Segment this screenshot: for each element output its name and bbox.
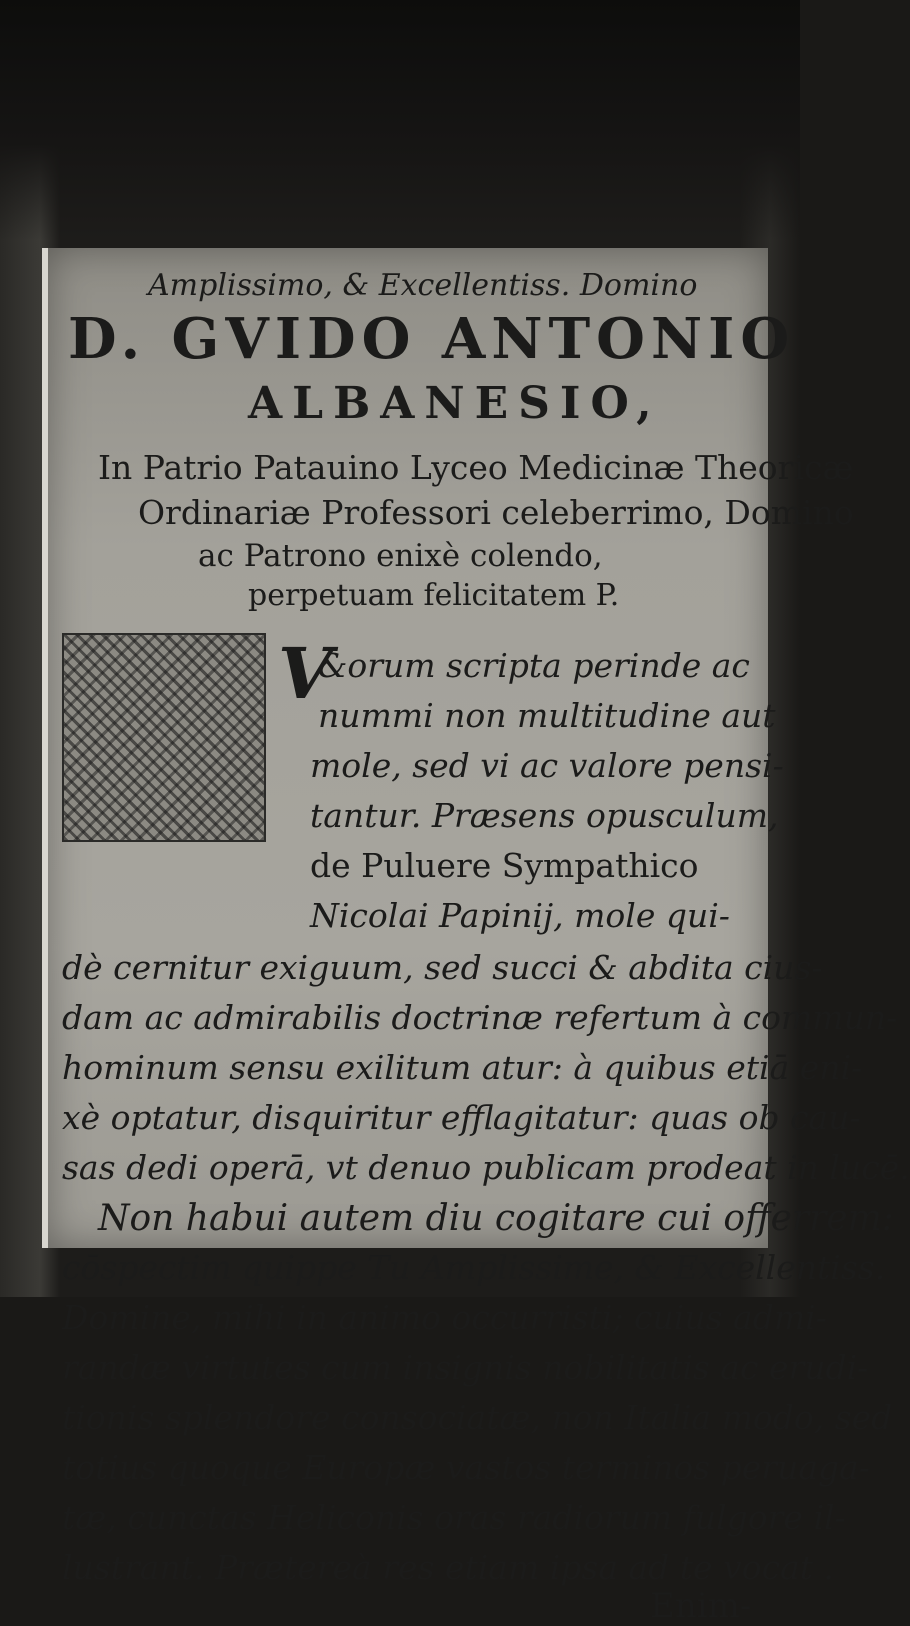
body-line: tionis splendore consociatæ, non Italia modo, sed bbox=[62, 1398, 893, 1437]
dedicatee-name: D. GVIDO ANTONIO bbox=[68, 306, 796, 372]
body-line: Domine, mihi in animo occurristi; cuius admi- bbox=[62, 1298, 827, 1337]
body-line: dè cernitur exiguum, sed succi & abdita cius- bbox=[62, 948, 823, 987]
body-line: de Puluere Sympathico bbox=[310, 846, 699, 885]
body-line: tæ, cunctas Heliconis oras radiorum fulgore il- bbox=[62, 1498, 846, 1537]
body-line: sas dedi operā, vt denuo publicam prodeat in lucē. bbox=[62, 1148, 910, 1187]
body-line: xè optatur, disquiritur efflagitatur: quas ob cau- bbox=[62, 1098, 861, 1137]
book-page bbox=[42, 248, 910, 1626]
title-line-2: Ordinariæ Professori celeberrimo, Domino bbox=[138, 493, 854, 532]
body-line: &orum scripta perinde ac bbox=[318, 646, 750, 685]
body-line: randæ virtutes cum insignis nobilitatis ac erudi- bbox=[62, 1348, 869, 1387]
body-line: dam ac admirabilis doctrinæ refertum à commun- bbox=[62, 998, 898, 1037]
decorative-ornament-block bbox=[62, 633, 266, 842]
body-line: totius quoque Europæ vastos terminos peruaga- bbox=[62, 1448, 870, 1487]
body-line: Non habui autem diu cogitare cui offerrem: bbox=[98, 1198, 894, 1239]
dedication-top-line: Amplissimo, & Excellentiss. Domino bbox=[148, 268, 698, 303]
title-line-4: perpetuam felicitatem P. bbox=[248, 578, 620, 613]
drop-cap-initial: V bbox=[278, 632, 333, 715]
body-line: mole, sed vi ac valore pensi- bbox=[310, 746, 784, 785]
title-line-1: In Patrio Patauino Lyceo Medicinæ Theoricæ bbox=[98, 448, 854, 487]
body-line: nummi non multitudine aut bbox=[318, 696, 776, 735]
body-line: Nicolai Papinij, mole qui- bbox=[310, 896, 730, 935]
body-line: lustrant. Prætereà res etiam ipsa ad te vocat . bbox=[62, 1548, 834, 1587]
dedicatee-surname: ALBANESIO, bbox=[248, 378, 662, 429]
top-shadow bbox=[0, 0, 800, 240]
body-line: tantur. Præsens opusculum, bbox=[310, 796, 779, 835]
body-line: hominum sensu exilitum atur: à quibus etiā eni- bbox=[62, 1048, 863, 1087]
title-line-3: ac Patrono enixè colendo, bbox=[198, 538, 603, 574]
body-line: cōspectim quippe Tu Amplissime, & Excellentiss. bbox=[62, 1248, 886, 1287]
catchword: Enim- bbox=[650, 1586, 752, 1626]
